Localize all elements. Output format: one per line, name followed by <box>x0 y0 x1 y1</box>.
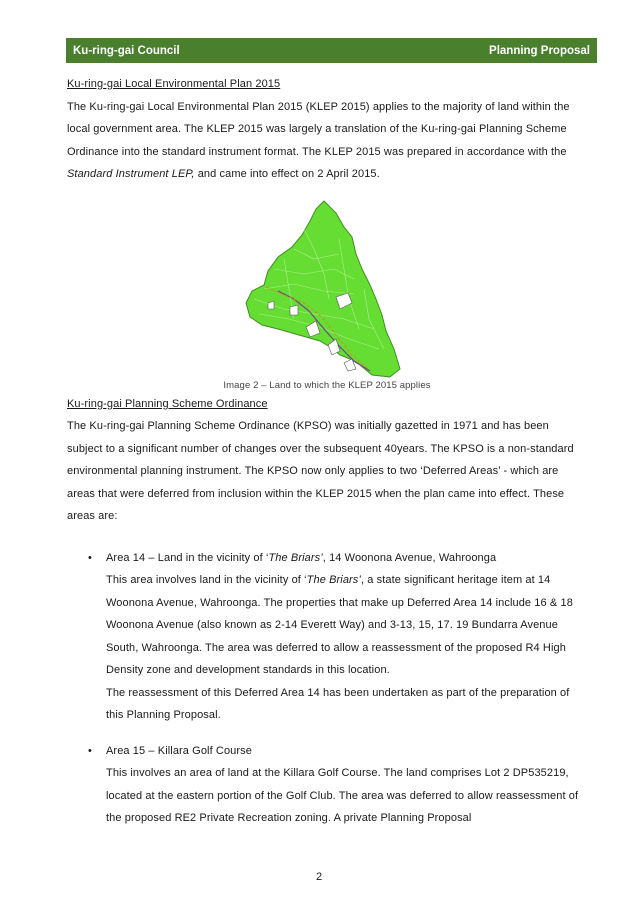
figure-caption: Image 2 – Land to which the KLEP 2015 applies <box>223 379 431 391</box>
paragraph-klep-text-a: The Ku-ring-gai Local Environmental Plan 2015 (KLEP 2015) applies to the majority of land within the local government area. The KLEP 2015 was largely a translation of the Ku-ring-gai Planning Scheme Ordinance into the standard instrument format. The KLEP 2015 was prepared in accordance with the <box>67 100 570 158</box>
deferred-areas-list <box>67 547 587 830</box>
area-14-title <box>106 547 587 570</box>
section-heading-kpso: Ku-ring-gai Planning Scheme Ordinance <box>67 397 268 410</box>
page-number: 2 <box>315 871 323 883</box>
klep-map-figure <box>67 199 587 379</box>
area-15-title: Area 15 – Killara Golf Course <box>106 744 252 757</box>
area-14-title-text-a: Area 14 – Land in the vicinity of ‘ <box>106 551 269 564</box>
section-heading-klep: Ku-ring-gai Local Environmental Plan 2015 <box>67 78 281 90</box>
header-document-type: Planning Proposal <box>489 44 590 57</box>
bullet-marker: • <box>88 744 92 757</box>
area-14-body-text-b: , a state significant heritage item at 14 Woonona Avenue, Wahroonga. The properties that make up Deferred Area 14 include 16 & 18 Woonona Avenue (also known as 2-14 Everett Way) and 3-13, 15, 17. 19 Bundarra Avenue South, Wahroonga. The area was deferred to allow a reassessment of the proposed R4 High Density zone and development standards in this location. <box>106 574 573 676</box>
area-14-body-italic: The Briars’ <box>306 574 361 586</box>
page-content <box>67 73 587 843</box>
area-14-title-text-b: , 14 Woonona Avenue, Wahroonga <box>322 551 497 564</box>
paragraph-klep <box>67 96 587 186</box>
area-15-body: This involves an area of land at the Killara Golf Course. The land comprises Lot 2 DP535219, located at the eastern portion of the Golf Club. The area was deferred to allow reassessment of the proposed RE2 Private Recreation zoning. A private Planning Proposal <box>106 767 579 824</box>
page-header <box>66 38 597 63</box>
paragraph-kpso: The Ku-ring-gai Planning Scheme Ordinance (KPSO) was initially gazetted in 1971 and has been subject to a significant number of changes over the subsequent 40years. The KPSO is a non-standard environmental planning instrument. The KPSO now only applies to two ‘Deferred Areas’ - which are areas that were deferred from inclusion within the KLEP 2015 when the plan came into effect. These areas are: <box>67 420 574 522</box>
klep-map-image <box>244 199 404 379</box>
area-14-title-italic: The Briars’ <box>268 551 323 564</box>
list-item-area-15 <box>67 740 587 830</box>
list-item-area-14 <box>67 547 587 727</box>
area-14-body-text-a: This area involves land in the vicinity of ‘ <box>106 574 307 586</box>
bullet-marker: • <box>88 551 92 564</box>
klep-land-area <box>246 201 400 377</box>
area-14-body <box>106 569 587 682</box>
header-council-name: Ku-ring-gai Council <box>73 44 180 57</box>
paragraph-klep-text-b: and came into effect on 2 April 2015. <box>194 168 380 180</box>
area-14-body-2: The reassessment of this Deferred Area 14 has been undertaken as part of the preparation of this Planning Proposal. <box>106 686 570 721</box>
paragraph-klep-italic: Standard Instrument LEP, <box>67 168 195 180</box>
